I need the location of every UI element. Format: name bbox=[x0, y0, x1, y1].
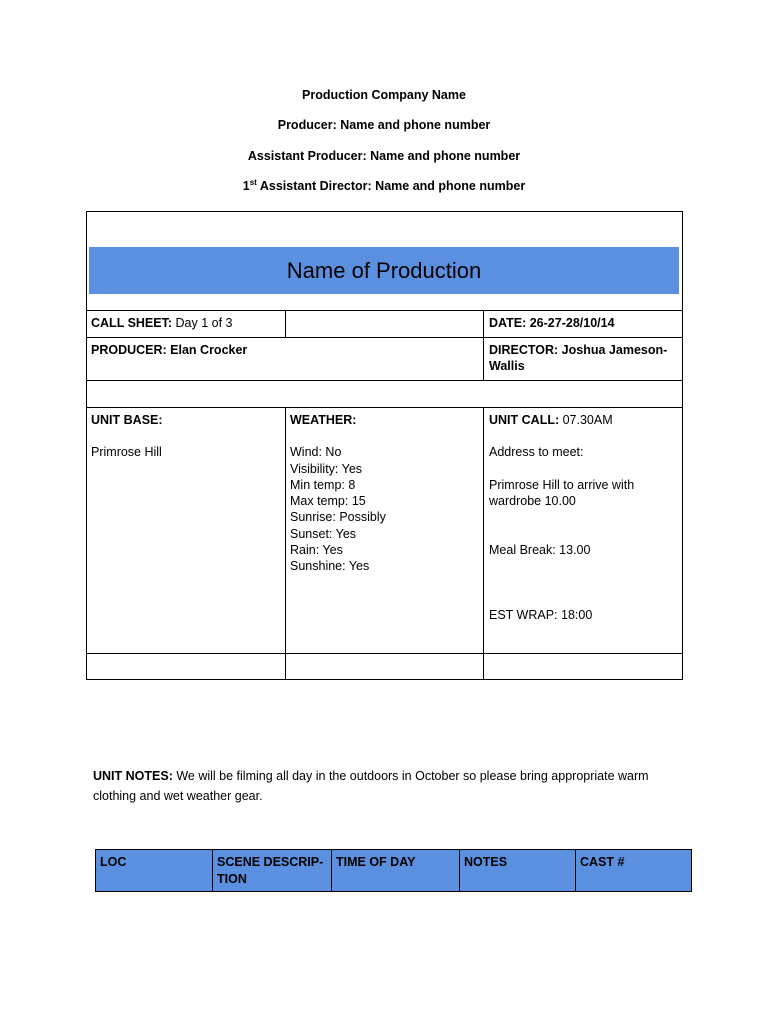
table-divider bbox=[483, 407, 484, 680]
weather-item: Sunshine: Yes bbox=[290, 559, 370, 574]
weather-item: Visibility: Yes bbox=[290, 461, 363, 476]
ad-ordinal: 1 bbox=[242, 179, 250, 193]
weather-item: Min temp: 8 bbox=[290, 477, 356, 492]
unit-notes bbox=[93, 766, 683, 806]
unit-call-time bbox=[489, 412, 679, 428]
weather-item: Sunset: Yes bbox=[290, 526, 357, 541]
table-divider bbox=[86, 653, 683, 654]
weather-item: Wind: No bbox=[290, 445, 342, 460]
director-name bbox=[489, 342, 667, 375]
ad-ordinal-suffix: st bbox=[249, 178, 257, 187]
column-header-notes: NOTES bbox=[460, 850, 576, 891]
director-line-2: Wallis bbox=[489, 359, 525, 374]
est-wrap: EST WRAP: 18:00 bbox=[489, 608, 593, 623]
producer-contact: Producer: Name and phone number bbox=[277, 118, 491, 132]
unit-base-label: UNIT BASE: bbox=[91, 413, 163, 427]
assistant-producer-contact: Assistant Producer: Name and phone number bbox=[247, 149, 521, 163]
weather-cell bbox=[290, 412, 386, 575]
table-divider bbox=[483, 310, 484, 337]
unit-notes-label: UNIT NOTES: bbox=[93, 769, 173, 783]
weather-item: Rain: Yes bbox=[290, 543, 343, 558]
unit-call-cell bbox=[489, 412, 679, 624]
schedule-header bbox=[95, 849, 692, 892]
call-sheet-value: Day 1 of 3 bbox=[172, 316, 233, 330]
company-name: Production Company Name bbox=[302, 88, 466, 102]
address-label: Address to meet: bbox=[489, 445, 584, 460]
column-header-scene-description: SCENE DESCRIP-TION bbox=[213, 850, 332, 891]
column-header-cast: CAST # bbox=[580, 855, 625, 869]
table-divider bbox=[285, 310, 286, 337]
unit-call-value: 07.30AM bbox=[559, 413, 613, 427]
production-title: Name of Production bbox=[89, 247, 679, 294]
unit-base-value: Primrose Hill bbox=[91, 445, 162, 460]
address-line-2: wardrobe 10.00 bbox=[489, 493, 576, 508]
unit-call-label: UNIT CALL: bbox=[489, 413, 560, 427]
weather-item: Sunrise: Possibly bbox=[290, 510, 386, 525]
table-divider bbox=[86, 337, 683, 338]
column-header-time-of-day: TIME OF DAY bbox=[332, 850, 460, 891]
column-header-loc: LOC bbox=[96, 850, 213, 891]
meal-break: Meal Break: 13.00 bbox=[489, 543, 591, 558]
table-divider bbox=[86, 380, 683, 381]
unit-base-cell bbox=[91, 412, 163, 461]
assistant-director-contact bbox=[0, 179, 768, 193]
ad-rest: Assistant Director: Name and phone number bbox=[256, 179, 526, 193]
table-divider bbox=[86, 407, 683, 408]
producer-name: PRODUCER: Elan Crocker bbox=[91, 343, 248, 357]
table-divider bbox=[86, 310, 683, 311]
shoot-date: DATE: 26-27-28/10/14 bbox=[489, 316, 615, 330]
call-sheet-day bbox=[91, 315, 232, 331]
address-line-1: Primrose Hill to arrive with bbox=[489, 477, 635, 492]
unit-notes-text: We will be filming all day in the outdoors in October so please bring appropriate warm clothing and wet weather gear. bbox=[93, 769, 649, 803]
table-divider bbox=[285, 407, 286, 680]
weather-label: WEATHER: bbox=[290, 413, 357, 427]
director-line-1: DIRECTOR: Joshua Jameson- bbox=[489, 343, 668, 357]
weather-item: Max temp: 15 bbox=[290, 494, 366, 509]
table-divider bbox=[483, 337, 484, 380]
call-sheet-label: CALL SHEET: bbox=[91, 316, 173, 330]
